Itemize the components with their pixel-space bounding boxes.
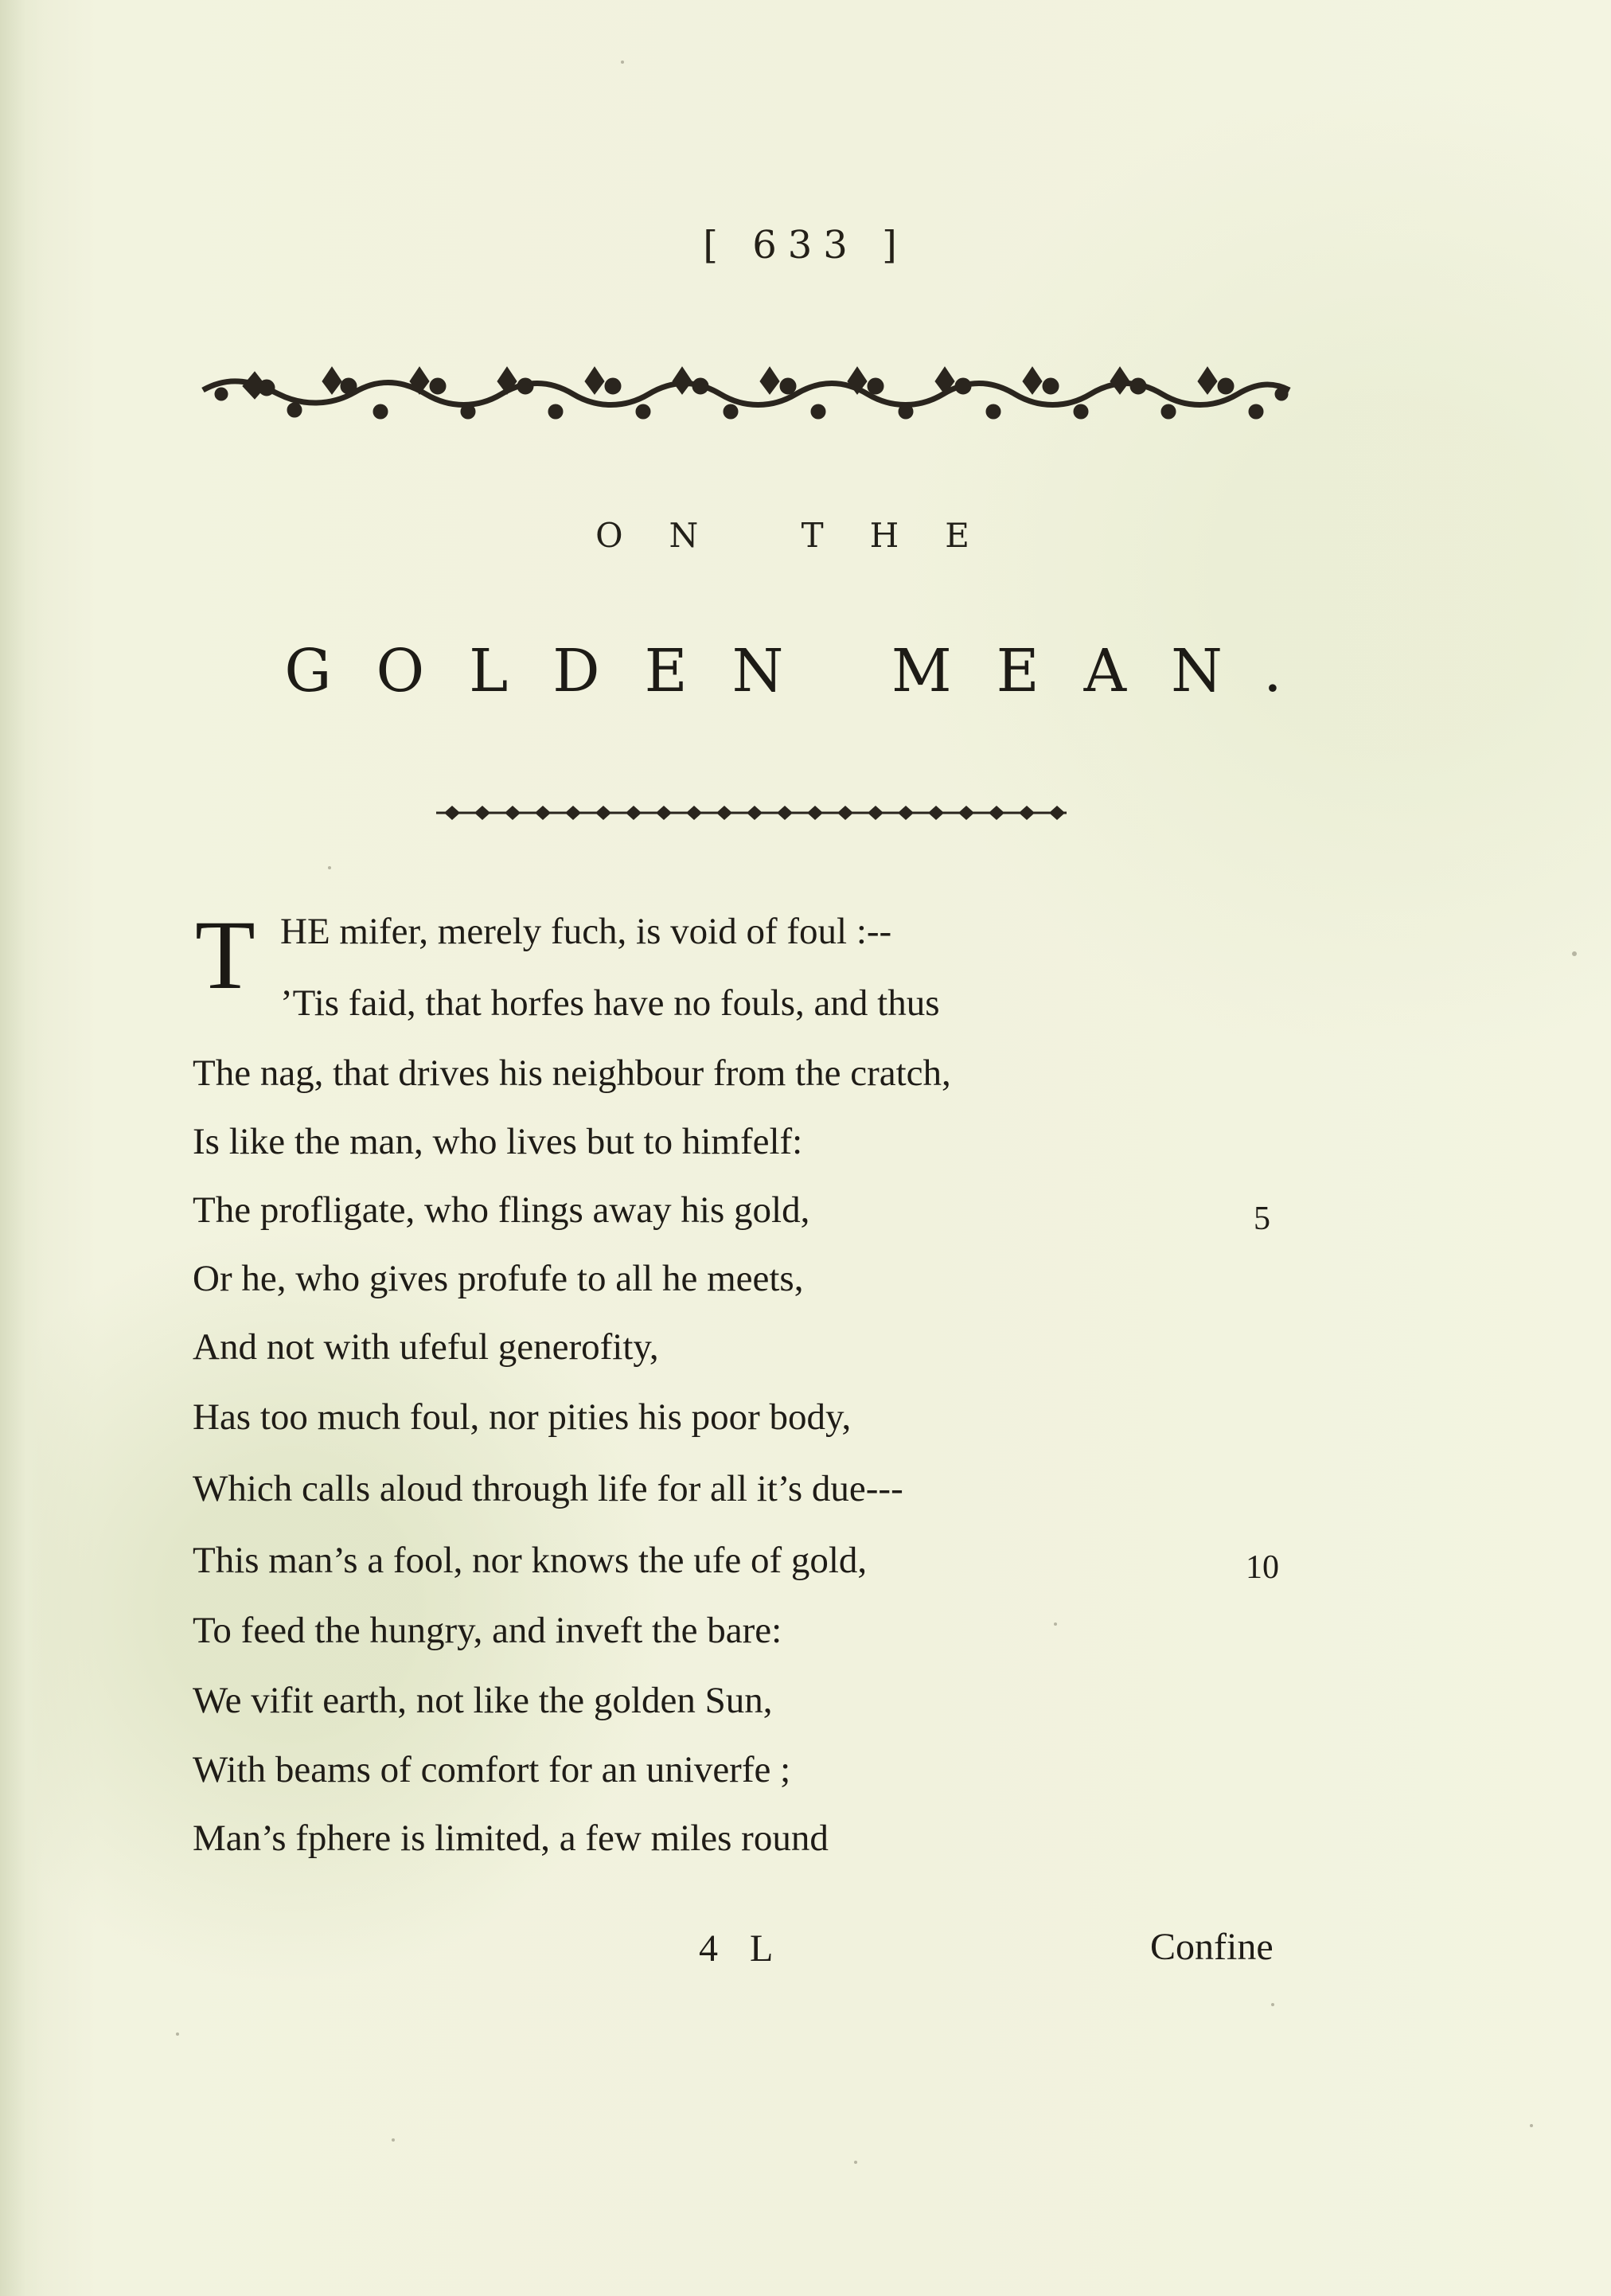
poem-line-10: This man’s a fool, nor knows the ufe of gold, xyxy=(193,1540,868,1581)
signature-mark: 4 L xyxy=(699,1927,785,1970)
page-number: [ 633 ] xyxy=(703,223,908,267)
poem-line-9: Which calls aloud through life for all it’s due--- xyxy=(193,1468,903,1509)
poem-line-2: ’Tis faid, that horfes have no fouls, and thus xyxy=(280,982,940,1024)
poem-line-11: To feed the hungry, and inveft the bare: xyxy=(193,1610,782,1651)
title-prefix: ON THE xyxy=(595,516,1016,555)
poem-line-6: Or he, who gives profufe to all he meets, xyxy=(193,1258,804,1299)
poem-line-8: Has too much foul, nor pities his poor body, xyxy=(193,1396,852,1438)
poem-line-13: With beams of comfort for an univerfe ; xyxy=(193,1749,791,1790)
poem-line-14: Man’s fphere is limited, a few miles round xyxy=(193,1818,829,1859)
title-main: GOLDEN MEAN. xyxy=(284,637,1327,705)
line-number-5: 5 xyxy=(1254,1201,1270,1237)
poem-line-12: We vifit earth, not like the golden Sun, xyxy=(193,1680,773,1721)
poem-line-7: And not with ufeful generofity, xyxy=(193,1326,659,1368)
drop-cap: T xyxy=(195,900,255,1009)
catchword: Confine xyxy=(1150,1926,1274,1968)
poem-line-5: The profligate, who flings away his gold, xyxy=(193,1189,810,1231)
poem-line-4: Is like the man, who lives but to himfelf: xyxy=(193,1121,803,1162)
poem-line-3: The nag, that drives his neighbour from the cratch, xyxy=(193,1052,951,1094)
poem-line-1: HE mifer, merely fuch, is void of foul :-- xyxy=(280,911,892,952)
line-number-10: 10 xyxy=(1246,1549,1279,1586)
